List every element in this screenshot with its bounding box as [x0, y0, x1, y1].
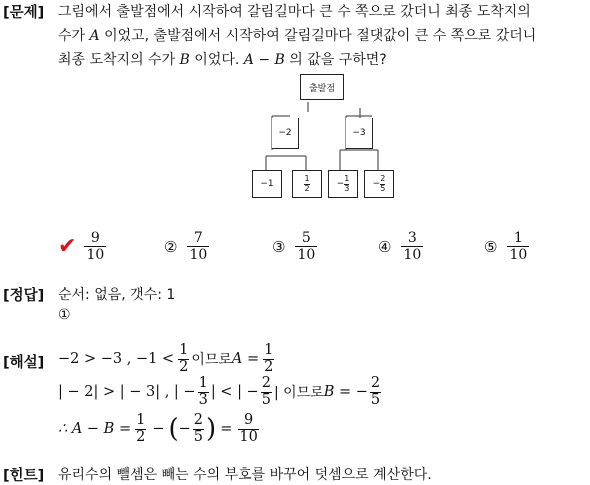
choice-2-marker: ② [164, 237, 178, 256]
leaf-third-sign: − [336, 179, 345, 189]
choice-4-marker: ④ [378, 237, 392, 256]
sol-l2-f2-num: 2 [261, 375, 271, 392]
problem-line-2 [58, 25, 536, 45]
choice-3-num: 5 [295, 230, 317, 247]
right-paren: ) [206, 414, 217, 444]
choice-2[interactable] [164, 230, 209, 263]
choice-5-num: 1 [507, 230, 529, 247]
tree-diagram [250, 72, 400, 202]
leaf-third-num: 1 [344, 174, 350, 184]
leaf-third-den: 3 [344, 183, 350, 193]
sol-l2-d: B = − [323, 384, 368, 400]
sol-l1-f-num: 1 [179, 342, 189, 359]
choice-4[interactable] [378, 230, 423, 263]
sol-l1-f2-den: 2 [264, 358, 274, 375]
answer-tag: [정답] [3, 288, 45, 304]
choice-1-num: 9 [84, 230, 106, 247]
solution-line-2 [58, 375, 383, 409]
expr-a-minus-b: A − B [243, 52, 285, 68]
answer-line-1: 순서: 없음, 갯수: 1 [58, 287, 176, 303]
choice-5-den: 10 [509, 247, 528, 264]
choice-1[interactable] [58, 230, 106, 263]
choice-4-num: 3 [401, 230, 423, 247]
choice-3[interactable] [272, 230, 317, 263]
choice-5-marker: ⑤ [484, 237, 498, 256]
problem-line-2-post: 이었고, 출발점에서 시작하여 갈림길마다 절댓값이 큰 수 쪽으로 갔더니 [99, 28, 537, 44]
sol-l2-f3-den: 5 [370, 391, 381, 408]
sol-l3-f-num: 1 [136, 412, 146, 429]
problem-line-3-post: 의 값을 구하면? [284, 52, 387, 68]
sol-l2-f-num: 1 [198, 375, 208, 392]
choice-3-marker: ③ [272, 237, 286, 256]
problem-line-3-pre: 최종 도착지의 수가 [58, 52, 180, 68]
check-icon: ✔ [58, 234, 77, 260]
solution-line-1 [58, 342, 276, 376]
problem-line-3-mid: 이었다. [189, 52, 244, 68]
tree-node-minus-2: −2 [272, 118, 299, 149]
sol-l3-f2-den: 5 [193, 428, 204, 445]
sol-l3-f2-num: 2 [193, 412, 204, 429]
leaf-fifth-den: 5 [380, 183, 386, 193]
sol-l3-c: − [178, 421, 191, 437]
solution-line-3 [58, 410, 261, 448]
left-paren: ( [168, 414, 179, 444]
leaf-half-den: 2 [304, 183, 310, 193]
choice-2-num: 7 [187, 230, 209, 247]
hint-text: 유리수의 뺄셈은 빼는 수의 부호를 바꾸어 덧셈으로 계산한다. [58, 467, 432, 483]
choice-2-den: 10 [189, 247, 208, 264]
var-a: A [89, 28, 100, 44]
leaf-fifth-sign: − [372, 179, 381, 189]
leaf-fifth-num: 2 [380, 174, 386, 184]
sol-l3-d: = [220, 421, 233, 437]
problem-line-1: 그림에서 출발점에서 시작하여 갈림길마다 큰 수 쪽으로 갔더니 최종 도착지의 [58, 4, 531, 20]
problem-tag: [문제] [3, 5, 45, 21]
sol-l1-f-den: 2 [179, 358, 189, 375]
hint-tag: [힌트] [3, 468, 45, 484]
answer-line-2: ① [58, 307, 71, 323]
sol-l3-f3-num: 9 [238, 413, 258, 429]
sol-l3-a: ∴ A − B = [58, 421, 132, 437]
sol-l3-f-den: 2 [136, 428, 146, 445]
sol-l1-a: −2 > −3 , −1 < [58, 351, 175, 367]
var-b: B [179, 52, 190, 68]
choice-4-den: 10 [403, 247, 422, 264]
sol-l2-f-den: 3 [198, 391, 208, 408]
leaf-half-num: 1 [304, 174, 310, 184]
sol-l1-c: A = [231, 351, 260, 367]
sol-l3-f3-den: 10 [239, 428, 258, 445]
tree-leaf-half [292, 170, 322, 198]
sol-l2-a: | − 2| > | − 3| , | − [58, 384, 196, 400]
sol-l2-b: | < | − [210, 384, 259, 400]
choice-3-den: 10 [297, 247, 316, 264]
choice-1-den: 10 [86, 247, 105, 264]
sol-l3-b: − [152, 421, 165, 437]
choice-5[interactable] [484, 230, 529, 263]
sol-l2-c: | 이므로 [273, 385, 324, 401]
tree-root: 출발점 [300, 74, 344, 100]
tree-node-minus-3: −3 [346, 118, 373, 149]
sol-l1-b: 이므로 [191, 352, 232, 368]
problem-line-3 [58, 49, 387, 69]
tree-leaf-minus-third [328, 170, 358, 198]
sol-l2-f2-den: 5 [261, 391, 271, 408]
sol-l1-f2-num: 1 [264, 342, 274, 359]
tree-leaf-minus-1: −1 [252, 170, 282, 198]
solution-tag: [해설] [3, 355, 45, 371]
problem-line-2-pre: 수가 [58, 28, 90, 44]
tree-leaf-minus-two-fifths [364, 170, 394, 198]
sol-l2-f3-num: 2 [370, 375, 381, 392]
